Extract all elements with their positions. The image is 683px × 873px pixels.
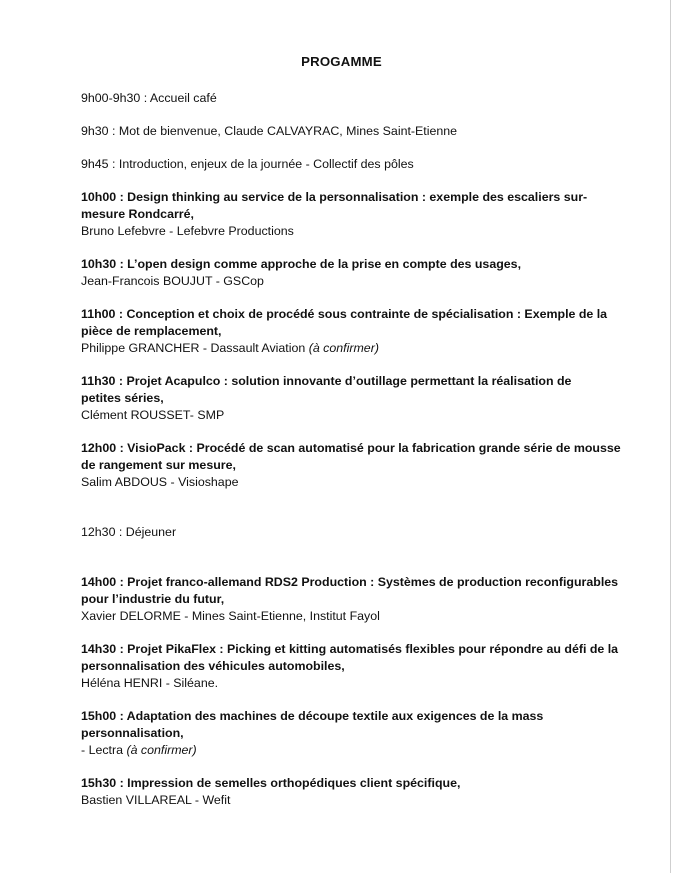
item-text: Déjeuner	[122, 525, 177, 539]
item-time: 10h00 :	[81, 190, 124, 204]
item-text: Accueil café	[147, 91, 217, 105]
programme-item	[81, 524, 611, 541]
programme-item	[81, 90, 611, 107]
item-time: 15h30 :	[81, 776, 124, 790]
programme-item-title-line	[81, 189, 611, 206]
item-time: 15h00 :	[81, 709, 124, 723]
item-text: Introduction, enjeux de la journée - Collectif des pôles	[115, 157, 414, 171]
page-edge-divider	[670, 0, 671, 873]
item-speaker-line	[81, 742, 611, 759]
page-title: PROGAMME	[301, 54, 382, 69]
programme-item-title-line	[81, 440, 621, 457]
programme-item-line	[81, 524, 611, 541]
item-title: L’open design comme approche de la prise en compte des usages,	[123, 257, 522, 271]
programme-list	[81, 90, 621, 809]
programme-item	[81, 708, 611, 759]
item-title-continuation: personnalisation,	[81, 726, 184, 740]
item-title: VisioPack : Procédé de scan automatisé pour la fabrication grande série de mousse	[123, 441, 621, 455]
programme-item-title-line	[81, 708, 611, 725]
item-speaker: Philippe GRANCHER - Dassault Aviation	[81, 341, 309, 355]
programme-item	[81, 641, 619, 692]
item-title-continuation: pièce de remplacement,	[81, 324, 222, 338]
programme-item	[81, 123, 611, 140]
programme-item	[81, 256, 611, 290]
programme-item	[81, 189, 611, 240]
item-time: 14h00 :	[81, 575, 124, 589]
item-speaker: Bastien VILLAREAL - Wefit	[81, 793, 231, 807]
programme-item	[81, 775, 611, 809]
item-speaker: Clément ROUSSET- SMP	[81, 408, 225, 422]
item-time: 9h45 :	[81, 157, 116, 171]
item-title-continuation: mesure Rondcarré,	[81, 207, 194, 221]
item-speaker: Salim ABDOUS - Visioshape	[81, 475, 239, 489]
programme-item	[81, 156, 611, 173]
programme-item-title-line	[81, 256, 611, 273]
programme-item-title-line	[81, 574, 619, 591]
item-title: Adaptation des machines de découpe textile aux exigences de la mass	[123, 709, 544, 723]
item-speaker-note: (à confirmer)	[126, 743, 197, 757]
item-time: 12h30 :	[81, 525, 123, 539]
programme-item-title-line	[81, 641, 619, 658]
item-speaker: - Lectra	[81, 743, 127, 757]
item-speaker: Bruno Lefebvre - Lefebvre Productions	[81, 224, 294, 238]
programme-item-title-line	[81, 373, 611, 390]
item-time: 10h30 :	[81, 257, 124, 271]
item-time: 11h00 :	[81, 307, 124, 321]
item-title: Design thinking au service de la personnalisation : exemple des escaliers sur-	[123, 190, 588, 204]
programme-item	[81, 373, 611, 424]
item-title: Impression de semelles orthopédiques client spécifique,	[123, 776, 461, 790]
programme-item-title-line	[81, 775, 611, 792]
item-title-continuation: personnalisation des véhicules automobiles,	[81, 659, 345, 673]
item-time: 9h00-9h30 :	[81, 91, 148, 105]
programme-item-line	[81, 90, 611, 107]
item-title: Projet PikaFlex : Picking et kitting automatisés flexibles pour répondre au défi de la	[123, 642, 619, 656]
programme-item	[81, 440, 621, 491]
item-title: Projet franco-allemand RDS2 Production : Systèmes de production reconfigurables	[123, 575, 619, 589]
programme-item-line	[81, 156, 611, 173]
item-time: 14h30 :	[81, 642, 124, 656]
item-speaker-line	[81, 340, 611, 357]
item-time: 11h30 :	[81, 374, 124, 388]
item-title-continuation: de rangement sur mesure,	[81, 458, 236, 472]
item-speaker: Héléna HENRI - Siléane.	[81, 676, 219, 690]
item-speaker: Jean-Francois BOUJUT - GSCop	[81, 274, 264, 288]
programme-item	[81, 306, 611, 357]
item-title: Projet Acapulco : solution innovante d’outillage permettant la réalisation de	[123, 374, 572, 388]
item-title: Conception et choix de procédé sous contrainte de spécialisation : Exemple de la	[123, 307, 608, 321]
programme-item-line	[81, 123, 611, 140]
item-speaker-note: (à confirmer)	[308, 341, 379, 355]
programme-item-title-line	[81, 306, 611, 323]
item-speaker: Xavier DELORME - Mines Saint-Etienne, Institut Fayol	[81, 609, 380, 623]
item-text: Mot de bienvenue, Claude CALVAYRAC, Mines Saint-Etienne	[115, 124, 458, 138]
item-title-continuation: petites séries,	[81, 391, 164, 405]
item-title-continuation: pour l’industrie du futur,	[81, 592, 225, 606]
item-time: 12h00 :	[81, 441, 124, 455]
item-time: 9h30 :	[81, 124, 116, 138]
programme-item	[81, 574, 619, 625]
